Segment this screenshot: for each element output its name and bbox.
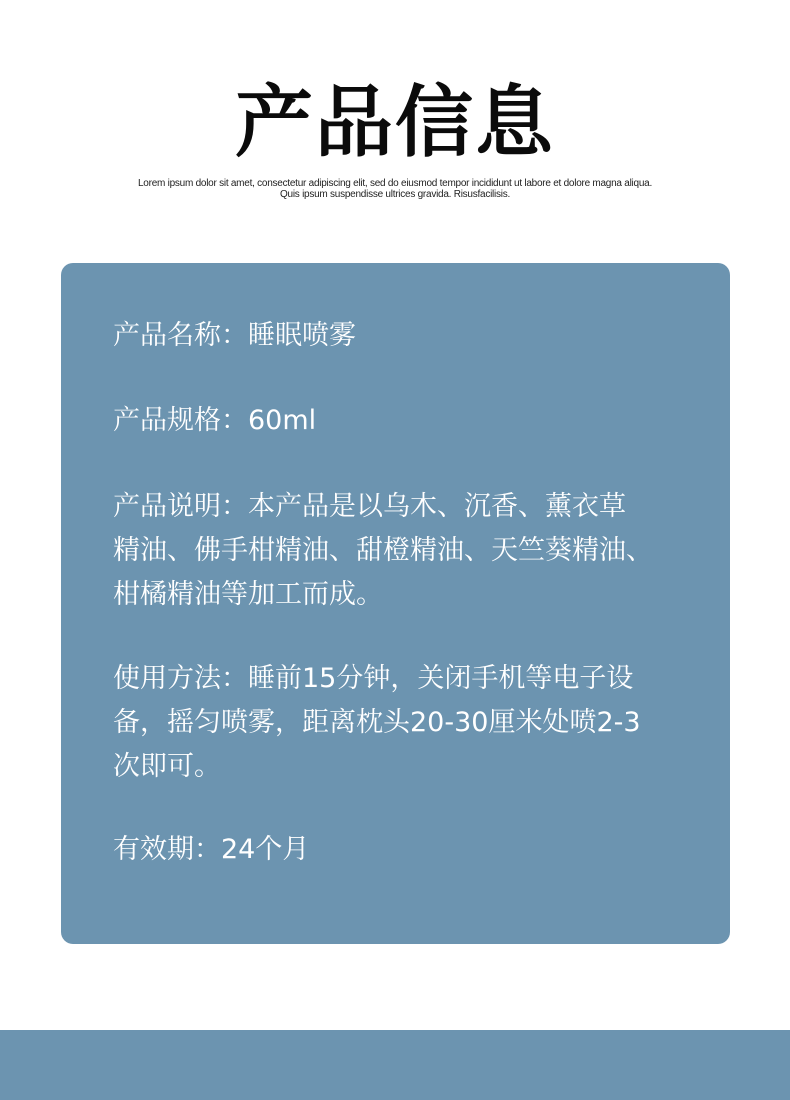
product-description-line: 精油、佛手柑精油、甜橙精油、天竺葵精油、 — [113, 535, 653, 566]
footer-color-band — [0, 1030, 790, 1100]
subtitle-line-1: Lorem ipsum dolor sit amet, consectetur adipiscing elit, sed do eiusmod tempor incididunt ut labore et dolore magna aliqua. — [138, 178, 652, 189]
product-usage-line: 备，摇匀喷雾，距离枕头20-30厘米处喷2-3 — [113, 707, 641, 738]
product-expiry-line: 有效期：24个月 — [113, 834, 310, 865]
product-description — [113, 485, 703, 617]
product-description-line: 柑橘精油等加工而成。 — [113, 579, 383, 610]
product-usage — [113, 657, 703, 789]
product-spec-line: 产品规格：60ml — [113, 405, 317, 436]
product-usage-line: 次即可。 — [113, 751, 221, 782]
product-description-line: 产品说明：本产品是以乌木、沉香、薰衣草 — [113, 491, 626, 522]
subtitle-line-2: Quis ipsum suspendisse ultrices gravida. Risusfacilisis. — [280, 189, 510, 200]
page-title: 产品信息 — [234, 78, 555, 168]
product-usage-line: 使用方法：睡前15分钟，关闭手机等电子设 — [113, 663, 634, 694]
product-name-line: 产品名称：睡眠喷雾 — [113, 320, 356, 351]
